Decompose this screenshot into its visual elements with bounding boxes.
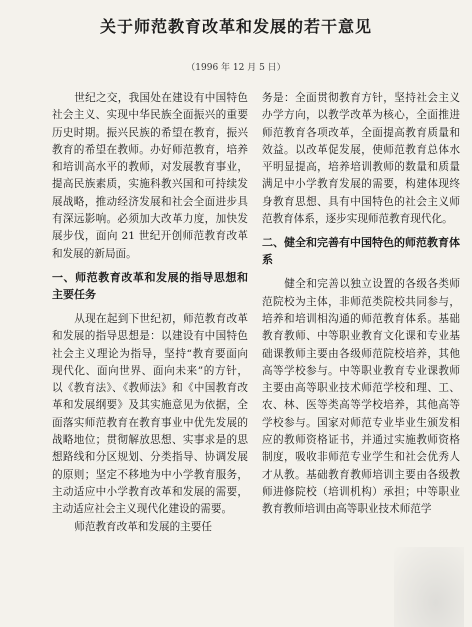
document-title: 关于师范教育改革和发展的若干意见 bbox=[99, 17, 372, 36]
paragraph: 世纪之交，我国处在建设有中国特色社会主义、实现中华民族全面振兴的重要历史时期。振兴民族的希望在教育，振兴教育的希望在教师。办好师范教育，培养和培训高水平的教师，对发展教育事业，提高民族素质，实施科教兴国和可持续发展战略，推动经济发展和社会全面进步具有深远影响。必须加大改革力度，加快发展步伐，面向 21 世纪开创师范教育改革和发展的新局面。 bbox=[52, 92, 248, 260]
left-column bbox=[52, 90, 248, 536]
paragraph: 从现在起到下世纪初，师范教育改革和发展的指导思想是：以建设有中国特色社会主义理论为指导，坚持“教育要面向现代化、面向世界、面向未来”的方针，以《教育法》、《教师法》和《中国教育改革和发展纲要》及其实施意见为依据，全面落实师范教育在教育事业中优先发展的战略地位；贯彻解放思想、实事求是的思想路线和分区规划、分类指导、协调发展的原则；坚定不移地为中小学教育服务，主动适应中小学教育改革和发展的需要，主动适应社会主义现代化建设的需要。 bbox=[52, 312, 248, 516]
paragraph: 务是：全面贯彻教育方针，坚持社会主义办学方向，以教学改革为核心，全面推进师范教育各项改革，全面提高教育质量和效益。以改革促发展，使师范教育总体水平明显提高，培养培训教师的数量和质量满足中小学教育发展的需要，构建体现终身教育思想、具有中国特色的社会主义师范教育体系，逐步实现师范教育现代化。 bbox=[262, 92, 460, 226]
scan-smudge bbox=[394, 547, 464, 627]
paragraph: 健全和完善以独立设置的各级各类师范院校为主体，非师范类院校共同参与，培养和培训相沟通的师范教育体系。基础教育教师、中等职业教育文化课和专业基础课教师主要由各级师范院校培养，其他高等学校参与。中等职业教育专业课教师主要由高等职业技术师范学校和理、工、农、林、医等类高等学校培养，其他高等学校参与。国家对师范专业毕业生颁发相应的教师资格证书，并通过实施教师资格制度，吸收非师范专业学生和社会优秀人才从教。基础教育教师培训主要由各级教师进修院校（培训机构）承担；中等职业教育教师培训由高等职业技术师范学 bbox=[262, 278, 460, 516]
document-date: （1996 年 12 月 5 日） bbox=[186, 63, 286, 73]
right-column bbox=[262, 90, 460, 519]
section-heading: 一、师范教育改革和发展的指导思想和主要任务 bbox=[52, 270, 248, 301]
section-heading: 二、健全和完善有中国特色的师范教育体系 bbox=[262, 236, 460, 267]
paragraph: 师范教育改革和发展的主要任 bbox=[74, 520, 212, 533]
